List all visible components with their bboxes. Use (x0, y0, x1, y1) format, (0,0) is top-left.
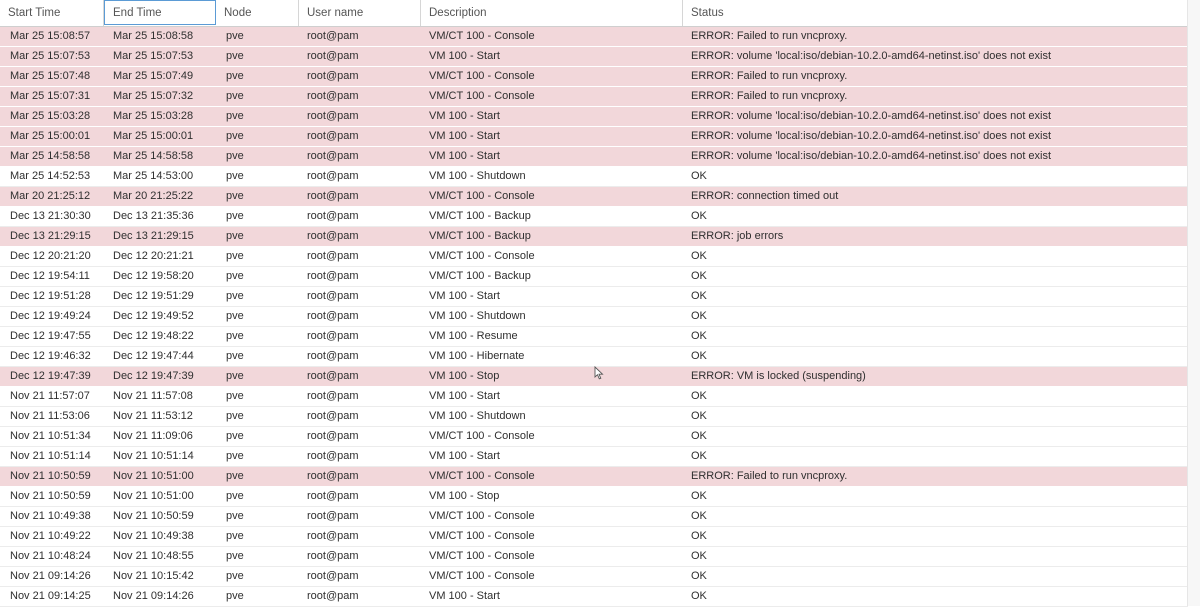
cell-user-name: root@pam (307, 250, 359, 262)
cell-user-name: root@pam (307, 230, 359, 242)
cell-node: pve (226, 190, 244, 202)
cell-node: pve (226, 350, 244, 362)
cell-node: pve (226, 490, 244, 502)
cell-status: OK (691, 410, 707, 422)
cell-user-name: root@pam (307, 550, 359, 562)
cell-user-name: root@pam (307, 430, 359, 442)
cell-status: OK (691, 510, 707, 522)
cell-status: OK (691, 530, 707, 542)
cell-description: VM 100 - Start (429, 390, 500, 402)
cell-node: pve (226, 590, 244, 602)
cell-node: pve (226, 130, 244, 142)
cell-end-time: Mar 20 21:25:22 (113, 190, 194, 202)
cell-node: pve (226, 230, 244, 242)
cell-status: ERROR: volume 'local:iso/debian-10.2.0-amd64-netinst.iso' does not exist (691, 110, 1052, 122)
cell-user-name: root@pam (307, 170, 359, 182)
cell-status: ERROR: volume 'local:iso/debian-10.2.0-amd64-netinst.iso' does not exist (691, 130, 1052, 142)
table-row[interactable] (0, 427, 1188, 447)
cell-status: OK (691, 330, 707, 342)
cell-end-time: Nov 21 11:09:06 (113, 430, 193, 442)
cell-description: VM 100 - Stop (429, 490, 500, 502)
cell-end-time: Mar 25 15:00:01 (113, 130, 194, 142)
cell-end-time: Mar 25 15:03:28 (113, 110, 194, 122)
cell-start-time: Dec 13 21:30:30 (10, 210, 91, 222)
column-header-end-time[interactable]: End Time (104, 0, 216, 25)
cell-node: pve (226, 250, 244, 262)
cell-description: VM/CT 100 - Console (429, 510, 535, 522)
cell-status: OK (691, 570, 707, 582)
cell-description: VM 100 - Start (429, 50, 500, 62)
cell-node: pve (226, 210, 244, 222)
cell-node: pve (226, 150, 244, 162)
cell-node: pve (226, 370, 244, 382)
cell-description: VM/CT 100 - Console (429, 550, 535, 562)
cell-end-time: Nov 21 09:14:26 (113, 590, 194, 602)
cell-user-name: root@pam (307, 530, 359, 542)
table-row[interactable] (0, 187, 1188, 207)
cell-start-time: Nov 21 10:51:14 (10, 450, 91, 462)
cell-description: VM/CT 100 - Console (429, 530, 535, 542)
cell-user-name: root@pam (307, 150, 359, 162)
table-row[interactable] (0, 587, 1188, 607)
cell-user-name: root@pam (307, 110, 359, 122)
cell-end-time: Nov 21 10:51:14 (113, 450, 194, 462)
cell-start-time: Mar 25 15:08:57 (10, 30, 91, 42)
table-row[interactable] (0, 507, 1188, 527)
cell-start-time: Mar 25 15:07:53 (10, 50, 91, 62)
cell-node: pve (226, 270, 244, 282)
table-row[interactable] (0, 287, 1188, 307)
cell-node: pve (226, 330, 244, 342)
cell-end-time: Nov 21 10:50:59 (113, 510, 194, 522)
table-row[interactable] (0, 307, 1188, 327)
cell-status: ERROR: connection timed out (691, 190, 839, 202)
cell-status: ERROR: Failed to run vncproxy. (691, 470, 848, 482)
cell-node: pve (226, 430, 244, 442)
cell-end-time: Mar 25 15:07:32 (113, 90, 194, 102)
cell-end-time: Dec 12 20:21:21 (113, 250, 194, 262)
cell-user-name: root@pam (307, 390, 359, 402)
cell-start-time: Nov 21 10:50:59 (10, 470, 91, 482)
cell-status: OK (691, 170, 707, 182)
cell-status: OK (691, 210, 707, 222)
vertical-scrollbar[interactable] (1187, 0, 1200, 606)
cell-end-time: Nov 21 10:51:00 (113, 470, 194, 482)
table-row[interactable] (0, 207, 1188, 227)
cell-start-time: Dec 12 19:49:24 (10, 310, 91, 322)
column-header-user-name[interactable]: User name (299, 0, 421, 26)
cell-description: VM 100 - Start (429, 130, 500, 142)
cell-start-time: Dec 12 19:46:32 (10, 350, 91, 362)
table-row[interactable] (0, 527, 1188, 547)
cell-start-time: Mar 20 21:25:12 (10, 190, 91, 202)
cell-status: OK (691, 430, 707, 442)
cell-end-time: Dec 13 21:35:36 (113, 210, 194, 222)
task-table-body (0, 27, 1188, 607)
cell-user-name: root@pam (307, 570, 359, 582)
cell-user-name: root@pam (307, 350, 359, 362)
cell-status: ERROR: Failed to run vncproxy. (691, 30, 848, 42)
cell-start-time: Nov 21 09:14:26 (10, 570, 91, 582)
cell-node: pve (226, 470, 244, 482)
cell-description: VM/CT 100 - Backup (429, 210, 531, 222)
table-row[interactable] (0, 447, 1188, 467)
cell-end-time: Dec 12 19:48:22 (113, 330, 194, 342)
cell-start-time: Nov 21 11:57:07 (10, 390, 90, 402)
cell-user-name: root@pam (307, 50, 359, 62)
cell-start-time: Dec 12 19:51:28 (10, 290, 91, 302)
cell-node: pve (226, 30, 244, 42)
cell-node: pve (226, 70, 244, 82)
cell-start-time: Dec 12 20:21:20 (10, 250, 91, 262)
cell-start-time: Nov 21 10:48:24 (10, 550, 91, 562)
cell-end-time: Nov 21 10:51:00 (113, 490, 194, 502)
cell-end-time: Mar 25 15:08:58 (113, 30, 194, 42)
cell-user-name: root@pam (307, 90, 359, 102)
cell-description: VM/CT 100 - Console (429, 190, 535, 202)
cell-node: pve (226, 410, 244, 422)
table-row[interactable] (0, 547, 1188, 567)
cell-status: OK (691, 310, 707, 322)
column-header-status[interactable]: Status (691, 7, 724, 19)
cell-end-time: Mar 25 15:07:53 (113, 50, 194, 62)
cell-status: OK (691, 270, 707, 282)
cell-status: ERROR: Failed to run vncproxy. (691, 70, 848, 82)
cell-description: VM/CT 100 - Console (429, 470, 535, 482)
cell-status: OK (691, 590, 707, 602)
cell-start-time: Nov 21 10:51:34 (10, 430, 91, 442)
cell-status: OK (691, 250, 707, 262)
cell-start-time: Dec 13 21:29:15 (10, 230, 91, 242)
table-row[interactable] (0, 327, 1188, 347)
column-header-description[interactable]: Description (421, 0, 683, 26)
cell-start-time: Nov 21 11:53:06 (10, 410, 90, 422)
cell-user-name: root@pam (307, 210, 359, 222)
cell-node: pve (226, 50, 244, 62)
table-row[interactable] (0, 167, 1188, 187)
cell-end-time: Nov 21 10:15:42 (113, 570, 194, 582)
cell-description: VM 100 - Resume (429, 330, 518, 342)
table-row[interactable] (0, 27, 1188, 47)
cell-user-name: root@pam (307, 290, 359, 302)
cell-user-name: root@pam (307, 30, 359, 42)
cell-description: VM/CT 100 - Console (429, 430, 535, 442)
cell-end-time: Nov 21 11:53:12 (113, 410, 193, 422)
cell-description: VM/CT 100 - Console (429, 90, 535, 102)
table-row[interactable] (0, 467, 1188, 487)
table-row[interactable] (0, 387, 1188, 407)
cell-end-time: Dec 12 19:49:52 (113, 310, 194, 322)
table-row[interactable] (0, 567, 1188, 587)
cell-end-time: Nov 21 11:57:08 (113, 390, 193, 402)
cell-end-time: Mar 25 14:53:00 (113, 170, 194, 182)
cell-user-name: root@pam (307, 410, 359, 422)
cell-node: pve (226, 390, 244, 402)
cell-description: VM 100 - Hibernate (429, 350, 525, 362)
table-row[interactable] (0, 487, 1188, 507)
cell-node: pve (226, 310, 244, 322)
cell-description: VM 100 - Shutdown (429, 310, 526, 322)
table-row[interactable] (0, 267, 1188, 287)
cell-end-time: Dec 12 19:51:29 (113, 290, 194, 302)
cell-description: VM 100 - Shutdown (429, 170, 526, 182)
cell-description: VM 100 - Start (429, 450, 500, 462)
cell-end-time: Dec 13 21:29:15 (113, 230, 194, 242)
cell-description: VM/CT 100 - Console (429, 250, 535, 262)
cell-status: ERROR: Failed to run vncproxy. (691, 90, 848, 102)
cell-description: VM 100 - Start (429, 590, 500, 602)
table-row[interactable] (0, 67, 1188, 87)
cell-status: OK (691, 390, 707, 402)
cell-node: pve (226, 450, 244, 462)
cell-status: ERROR: VM is locked (suspending) (691, 370, 866, 382)
cell-description: VM 100 - Stop (429, 370, 500, 382)
cell-user-name: root@pam (307, 70, 359, 82)
cell-user-name: root@pam (307, 270, 359, 282)
cell-node: pve (226, 110, 244, 122)
cell-user-name: root@pam (307, 370, 359, 382)
cell-start-time: Mar 25 15:07:31 (10, 90, 91, 102)
cell-description: VM 100 - Shutdown (429, 410, 526, 422)
cell-user-name: root@pam (307, 330, 359, 342)
cell-node: pve (226, 550, 244, 562)
cell-description: VM 100 - Start (429, 290, 500, 302)
table-row[interactable] (0, 147, 1188, 167)
cell-status: ERROR: volume 'local:iso/debian-10.2.0-amd64-netinst.iso' does not exist (691, 150, 1052, 162)
table-row[interactable] (0, 227, 1188, 247)
cell-description: VM/CT 100 - Console (429, 30, 535, 42)
cell-start-time: Dec 12 19:47:39 (10, 370, 91, 382)
cell-end-time: Dec 12 19:47:39 (113, 370, 194, 382)
cell-description: VM/CT 100 - Backup (429, 270, 531, 282)
cell-user-name: root@pam (307, 590, 359, 602)
table-row[interactable] (0, 47, 1188, 67)
table-row[interactable] (0, 407, 1188, 427)
cell-end-time: Dec 12 19:47:44 (113, 350, 194, 362)
cell-start-time: Mar 25 15:03:28 (10, 110, 91, 122)
task-table-header (0, 0, 1188, 27)
cell-start-time: Nov 21 10:49:22 (10, 530, 91, 542)
cell-start-time: Dec 12 19:54:11 (10, 270, 90, 282)
cell-end-time: Nov 21 10:48:55 (113, 550, 194, 562)
cell-node: pve (226, 570, 244, 582)
mouse-cursor-icon (594, 366, 604, 380)
cell-user-name: root@pam (307, 490, 359, 502)
column-header-start-time[interactable]: Start Time (0, 0, 104, 26)
cell-status: OK (691, 350, 707, 362)
cell-start-time: Mar 25 14:52:53 (10, 170, 91, 182)
cell-status: OK (691, 490, 707, 502)
cell-description: VM 100 - Start (429, 110, 500, 122)
cell-start-time: Mar 25 14:58:58 (10, 150, 91, 162)
cell-start-time: Nov 21 09:14:25 (10, 590, 91, 602)
table-row[interactable] (0, 107, 1188, 127)
cell-start-time: Dec 12 19:47:55 (10, 330, 91, 342)
cell-end-time: Mar 25 14:58:58 (113, 150, 194, 162)
cell-node: pve (226, 90, 244, 102)
column-header-node[interactable]: Node (216, 0, 299, 26)
table-row[interactable] (0, 247, 1188, 267)
cell-user-name: root@pam (307, 510, 359, 522)
cell-node: pve (226, 510, 244, 522)
cell-user-name: root@pam (307, 310, 359, 322)
cell-node: pve (226, 530, 244, 542)
table-row[interactable] (0, 127, 1188, 147)
cell-description: VM 100 - Start (429, 150, 500, 162)
cell-start-time: Nov 21 10:49:38 (10, 510, 91, 522)
cell-node: pve (226, 290, 244, 302)
table-row[interactable] (0, 347, 1188, 367)
table-row[interactable] (0, 87, 1188, 107)
cell-status: ERROR: job errors (691, 230, 784, 242)
cell-status: OK (691, 550, 707, 562)
cell-start-time: Mar 25 15:07:48 (10, 70, 91, 82)
cell-user-name: root@pam (307, 190, 359, 202)
cell-end-time: Dec 12 19:58:20 (113, 270, 194, 282)
cell-start-time: Mar 25 15:00:01 (10, 130, 91, 142)
cell-description: VM/CT 100 - Console (429, 570, 535, 582)
cell-end-time: Nov 21 10:49:38 (113, 530, 194, 542)
cell-description: VM/CT 100 - Backup (429, 230, 531, 242)
cell-user-name: root@pam (307, 130, 359, 142)
cell-start-time: Nov 21 10:50:59 (10, 490, 91, 502)
cell-node: pve (226, 170, 244, 182)
cell-description: VM/CT 100 - Console (429, 70, 535, 82)
cell-status: OK (691, 450, 707, 462)
cell-status: ERROR: volume 'local:iso/debian-10.2.0-amd64-netinst.iso' does not exist (691, 50, 1052, 62)
cell-user-name: root@pam (307, 470, 359, 482)
cell-user-name: root@pam (307, 450, 359, 462)
cell-end-time: Mar 25 15:07:49 (113, 70, 194, 82)
cell-status: OK (691, 290, 707, 302)
